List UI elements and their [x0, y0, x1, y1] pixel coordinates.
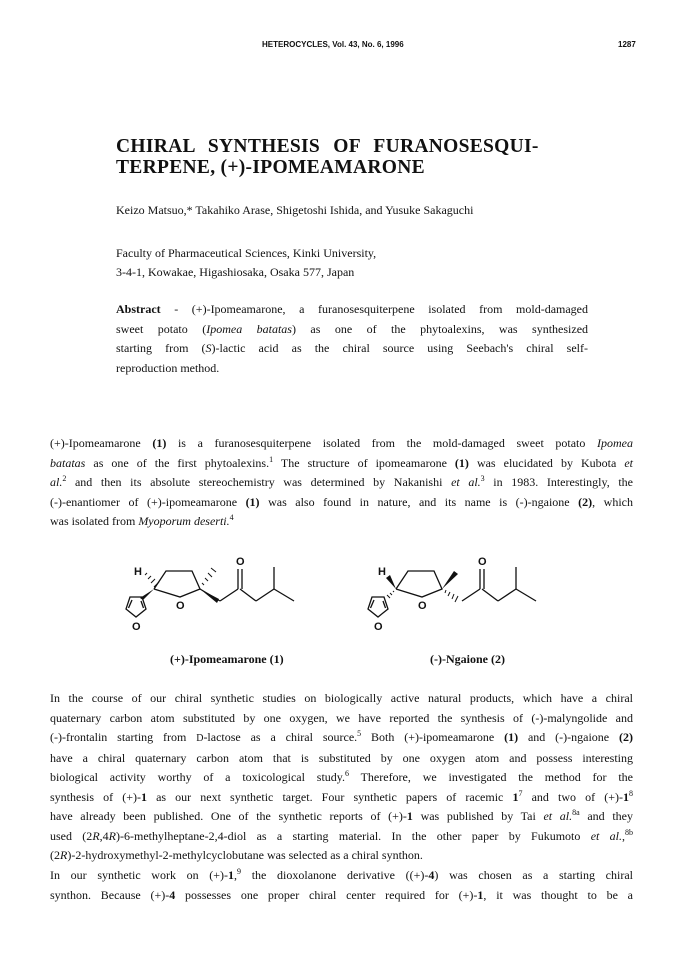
- text-line: used (2R,4R)-6-methylheptane-2,4-diol as a starting material. In the other paper by Fukumoto et al.,$^{8b}$: [50, 827, 633, 843]
- abstract-line: starting from (S)-lactic acid as the chiral source using Seebach's chiral self-: [116, 341, 588, 355]
- hashed-bond: [445, 590, 458, 602]
- wedge-bond: [140, 589, 154, 600]
- ring-oxygen-label: O: [176, 600, 185, 612]
- text-line: (-)-enantiomer of (+)-ipomeamarone (1) was also found in nature, and its name is (-)-ngaione (2), which: [50, 494, 633, 509]
- citation-ref: 2: [62, 474, 67, 483]
- text-line: quaternary carbon atom substituted by one oxygen, we have reported the synthesis of (-)-malyngolide and: [50, 710, 633, 725]
- text-line: have already been published. One of the synthetic reports of (+)-1 was published by Tai et al.$^{8a}$ and they: [50, 808, 633, 823]
- ring-oxygen-label: O: [418, 600, 427, 612]
- text-line: In our synthetic work on (+)-1,$^9$ the dioxolanone derivative ((+)-4) was chosen as a starting chiral: [50, 867, 633, 882]
- body-paragraph-3: [50, 866, 633, 905]
- citation-ref: 8b: [625, 827, 633, 837]
- citation-ref: 4: [229, 513, 234, 522]
- citation-ref: 8a: [572, 808, 580, 817]
- ketone-oxygen-label: O: [236, 556, 245, 568]
- citation-ref: 1: [269, 454, 274, 464]
- structure-caption-2: (-)-Ngaione (2): [430, 652, 505, 666]
- furan-oxygen-label: O: [374, 621, 383, 633]
- journal-citation: HETEROCYCLES, Vol. 43, No. 6, 1996: [262, 40, 404, 49]
- furan-oxygen-label: O: [132, 621, 141, 633]
- citation-ref: 9: [237, 867, 242, 876]
- text-line: batatas as one of the first phytoalexins.$^1$ The structure of ipomeamarone (1) was elucidated by Kubota et: [50, 454, 633, 470]
- wedge-bond: [200, 589, 219, 603]
- citation-ref: 8: [629, 788, 634, 798]
- abstract-line: sweet potato (Ipomea batatas) as one of the phytoalexins, was synthesized: [116, 321, 589, 336]
- title-line-2: TERPENE, (+)-IPOMEAMARONE: [116, 157, 425, 178]
- structure-caption-1: (+)-Ipomeamarone (1): [170, 652, 284, 666]
- citation-ref: 7: [518, 788, 523, 798]
- text-line: have a chiral quaternary carbon atom that is substituted by one oxygen atom and possess interesting: [50, 750, 633, 765]
- hashed-bond: [202, 568, 216, 585]
- wedge-bond: [442, 571, 458, 589]
- ketone-oxygen-label: O: [478, 556, 487, 568]
- text-line: (2R)-2-hydroxymethyl-2-methylcyclobutane was selected as a chiral synthon.: [50, 848, 423, 862]
- hydrogen-label: H: [378, 566, 386, 578]
- body-paragraph-2: [50, 689, 633, 866]
- hashed-bond: [387, 591, 394, 598]
- ipomeamarone-structure: [108, 553, 348, 648]
- citation-ref: 6: [345, 769, 349, 778]
- text-line: (+)-Ipomeamarone (1) is a furanosesquiterpene isolated from the mold-damaged sweet potato Ipomea: [50, 436, 633, 450]
- abstract-line: reproduction method.: [116, 360, 220, 375]
- citation-ref: 3: [480, 474, 485, 483]
- text-line: In the course of our chiral synthetic studies on biologically active natural products, which have a chiral: [50, 691, 633, 705]
- text-line: was isolated from Myoporum deserti.$^4$: [50, 513, 234, 528]
- affiliation: [116, 244, 376, 282]
- title-line-1: CHIRAL SYNTHESIS OF FURANOSESQUI-: [116, 136, 539, 157]
- abstract-line: Abstract - (+)-Ipomeamarone, a furanosesquiterpene isolated from mold-damaged: [116, 302, 588, 316]
- text-line: (-)-frontalin starting from D-lactose as a chiral source.$^5$ Both (+)-ipomeamarone (1) and (-)-ngaione (2): [50, 729, 633, 744]
- text-line: al.$^2$ and then its absolute stereochemistry was determined by Nakanishi et al.$^3$ in 1983. Interestingly, the: [50, 474, 633, 489]
- abstract-label: Abstract: [116, 302, 161, 316]
- affiliation-line-1: Faculty of Pharmaceutical Sciences, Kinki University,: [116, 246, 377, 260]
- body-paragraph-1: [50, 434, 633, 532]
- text-line: synthon. Because (+)-4 possesses one proper chiral center required for (+)-1, it was thought to be a: [50, 887, 634, 902]
- text-line: biological activity worthy of a toxicological study.$^6$ Therefore, we investigated the method for the: [50, 769, 633, 784]
- abstract: [116, 300, 588, 378]
- author-list: Keizo Matsuo,* Takahiko Arase, Shigetoshi Ishida, and Yusuke Sakaguchi: [116, 203, 474, 217]
- affiliation-line-2: 3-4-1, Kowakae, Higashiosaka, Osaka 577, Japan: [116, 265, 355, 279]
- citation-ref: 5: [357, 729, 362, 738]
- page-number: 1287: [618, 40, 636, 49]
- text-line: synthesis of (+)-1 as our next synthetic target. Four synthetic papers of racemic $1^7$ and two of $(+)-1^8$: [50, 788, 634, 804]
- wedge-bond: [386, 575, 396, 589]
- paper-title: [116, 136, 636, 178]
- hydrogen-label: H: [134, 566, 142, 578]
- ngaione-structure: [350, 553, 590, 648]
